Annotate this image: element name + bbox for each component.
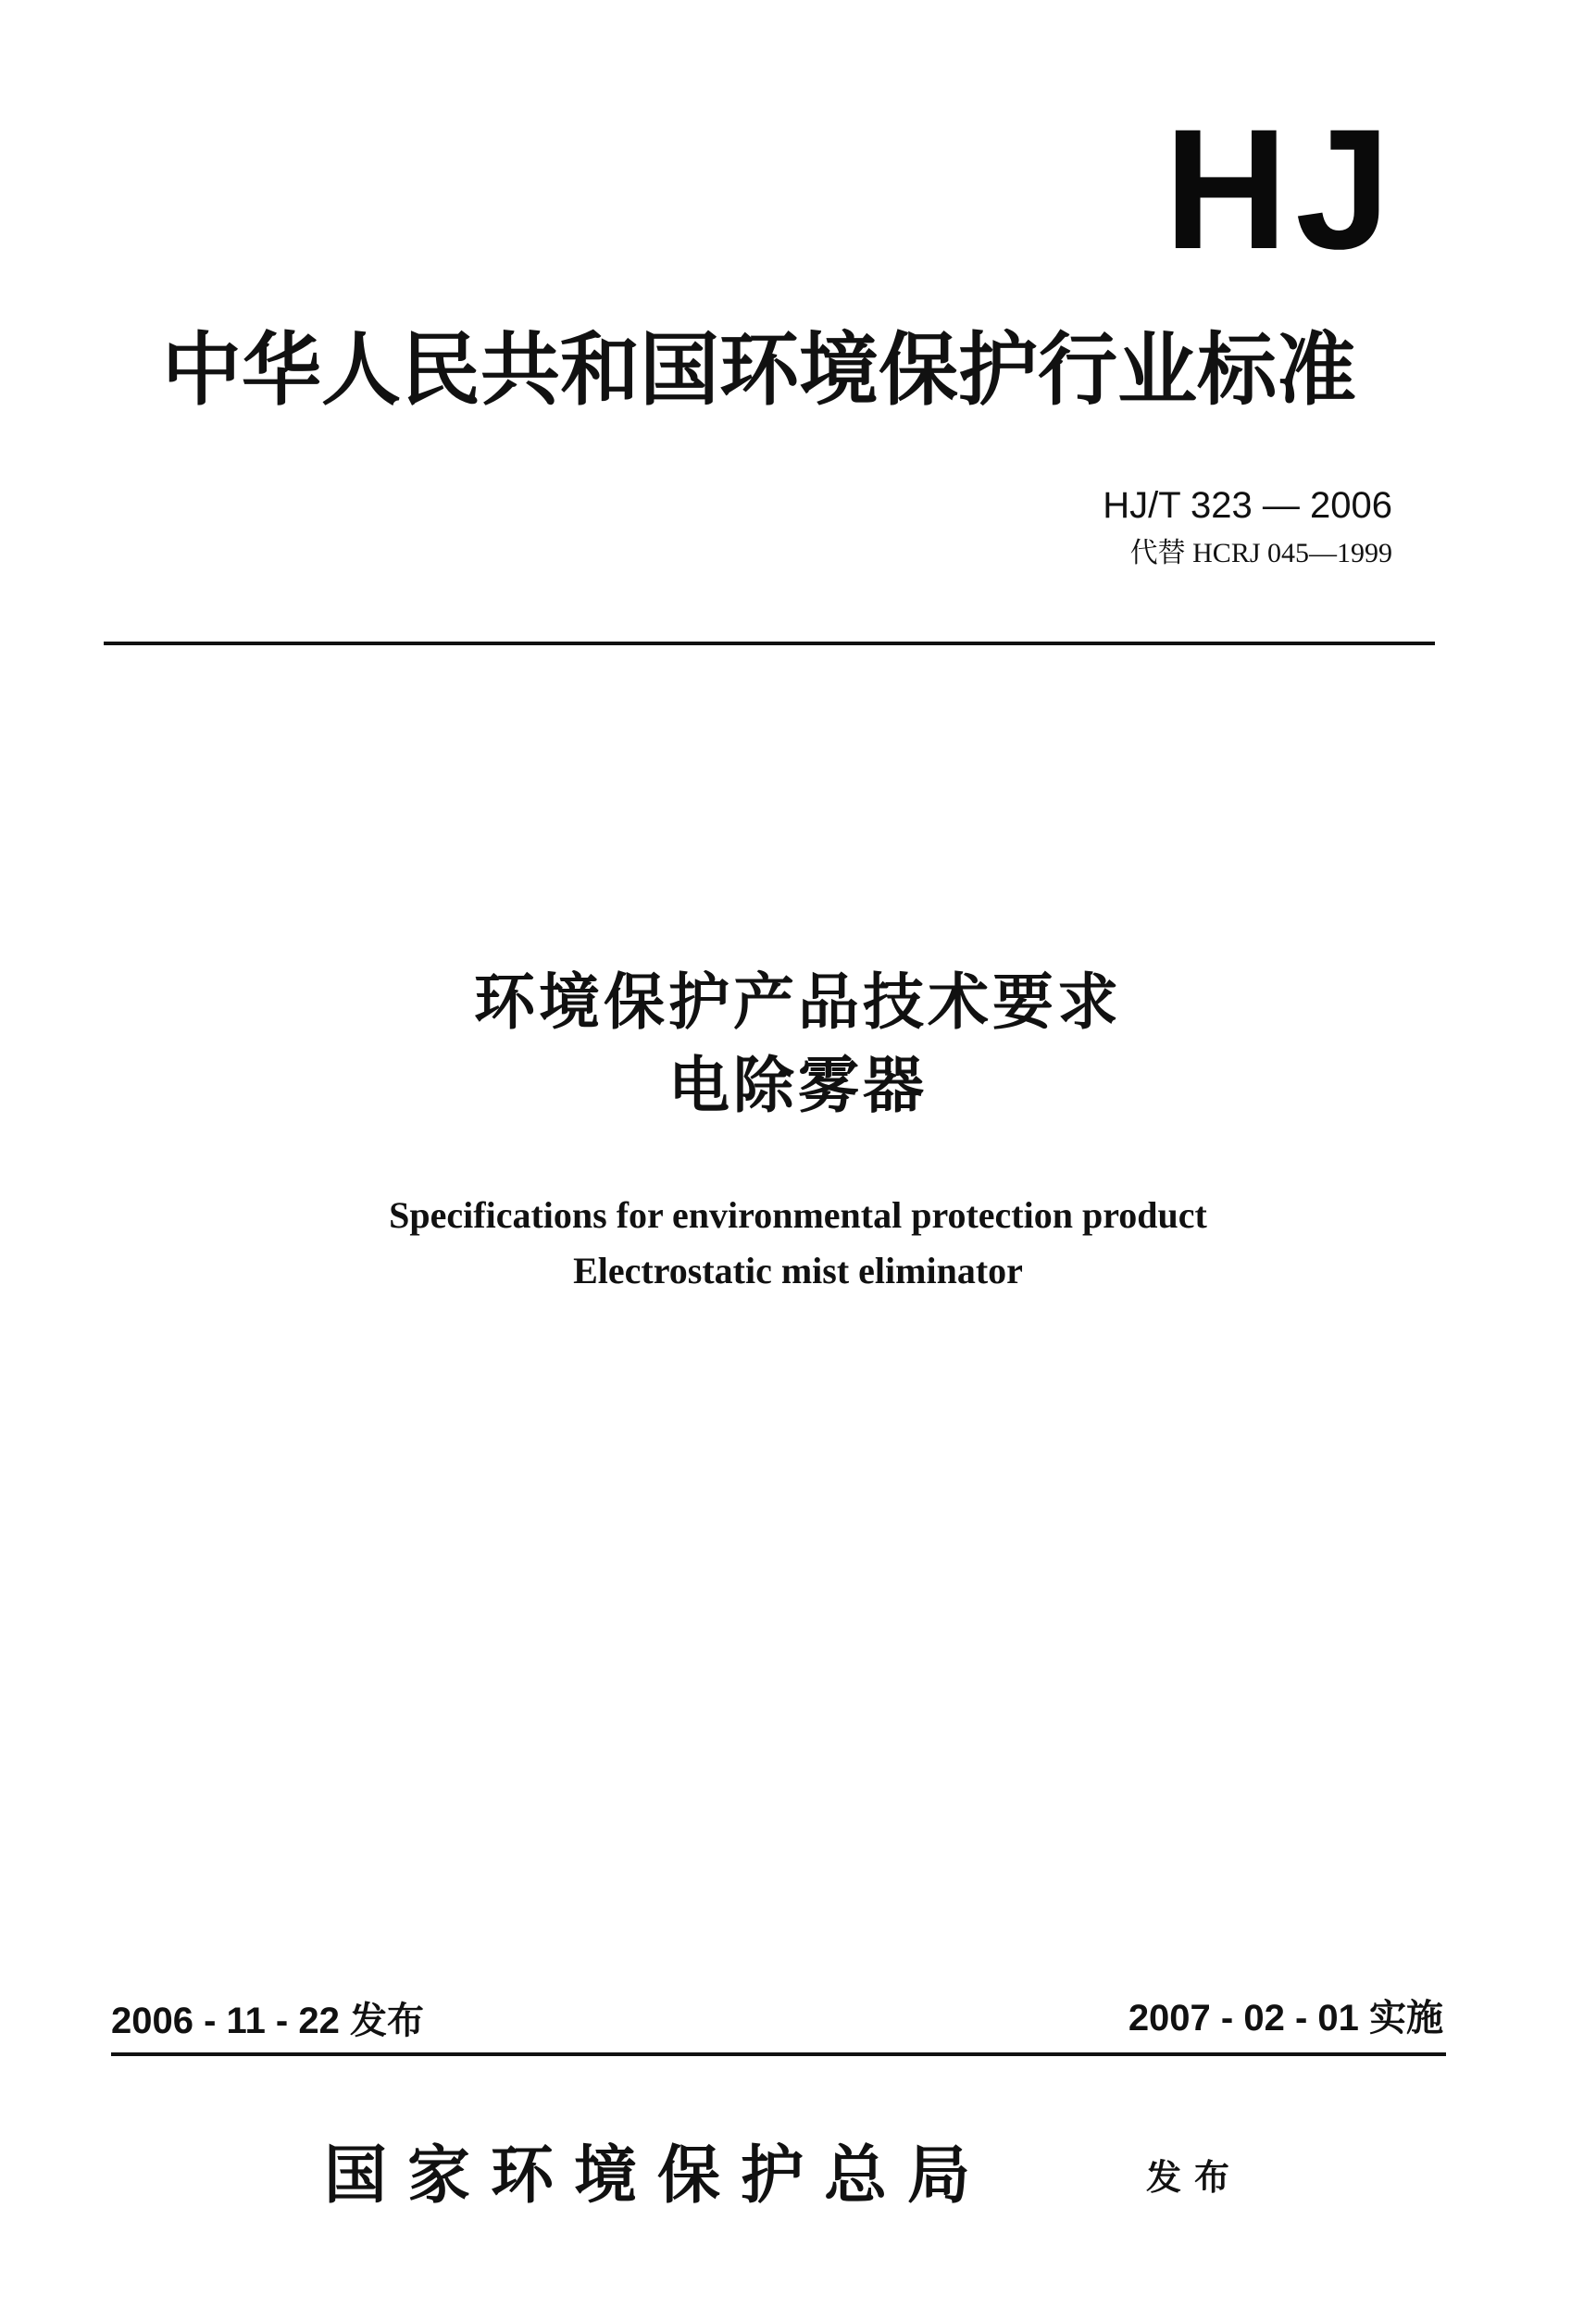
- implementation-date: 2007 - 02 - 01 实施: [1128, 1998, 1443, 2039]
- footer-divider: [111, 2052, 1446, 2056]
- standard-category-heading: 中华人民共和国环境保护行业标准: [162, 323, 1356, 417]
- issuing-action-label: 发布: [1146, 2156, 1243, 2198]
- standard-number: HJ/T 323 — 2006: [1103, 485, 1392, 526]
- issue-date: 2006 - 11 - 22 发布: [111, 2001, 424, 2041]
- standard-logo: HJ: [1164, 94, 1398, 285]
- issuing-authority: 国家环境保护总局: [324, 2139, 991, 2213]
- document-title-en-line1: Specifications for environmental protection product: [389, 1194, 1207, 1236]
- document-title-en-line2: Electrostatic mist eliminator: [573, 1250, 1023, 1291]
- document-title-zh-line1: 环境保护产品技术要求: [474, 966, 1122, 1038]
- document-title-zh-line2: 电除雾器: [668, 1050, 928, 1121]
- replaced-standard-note: 代替 HCRJ 045—1999: [1129, 538, 1392, 568]
- header-divider: [104, 642, 1435, 645]
